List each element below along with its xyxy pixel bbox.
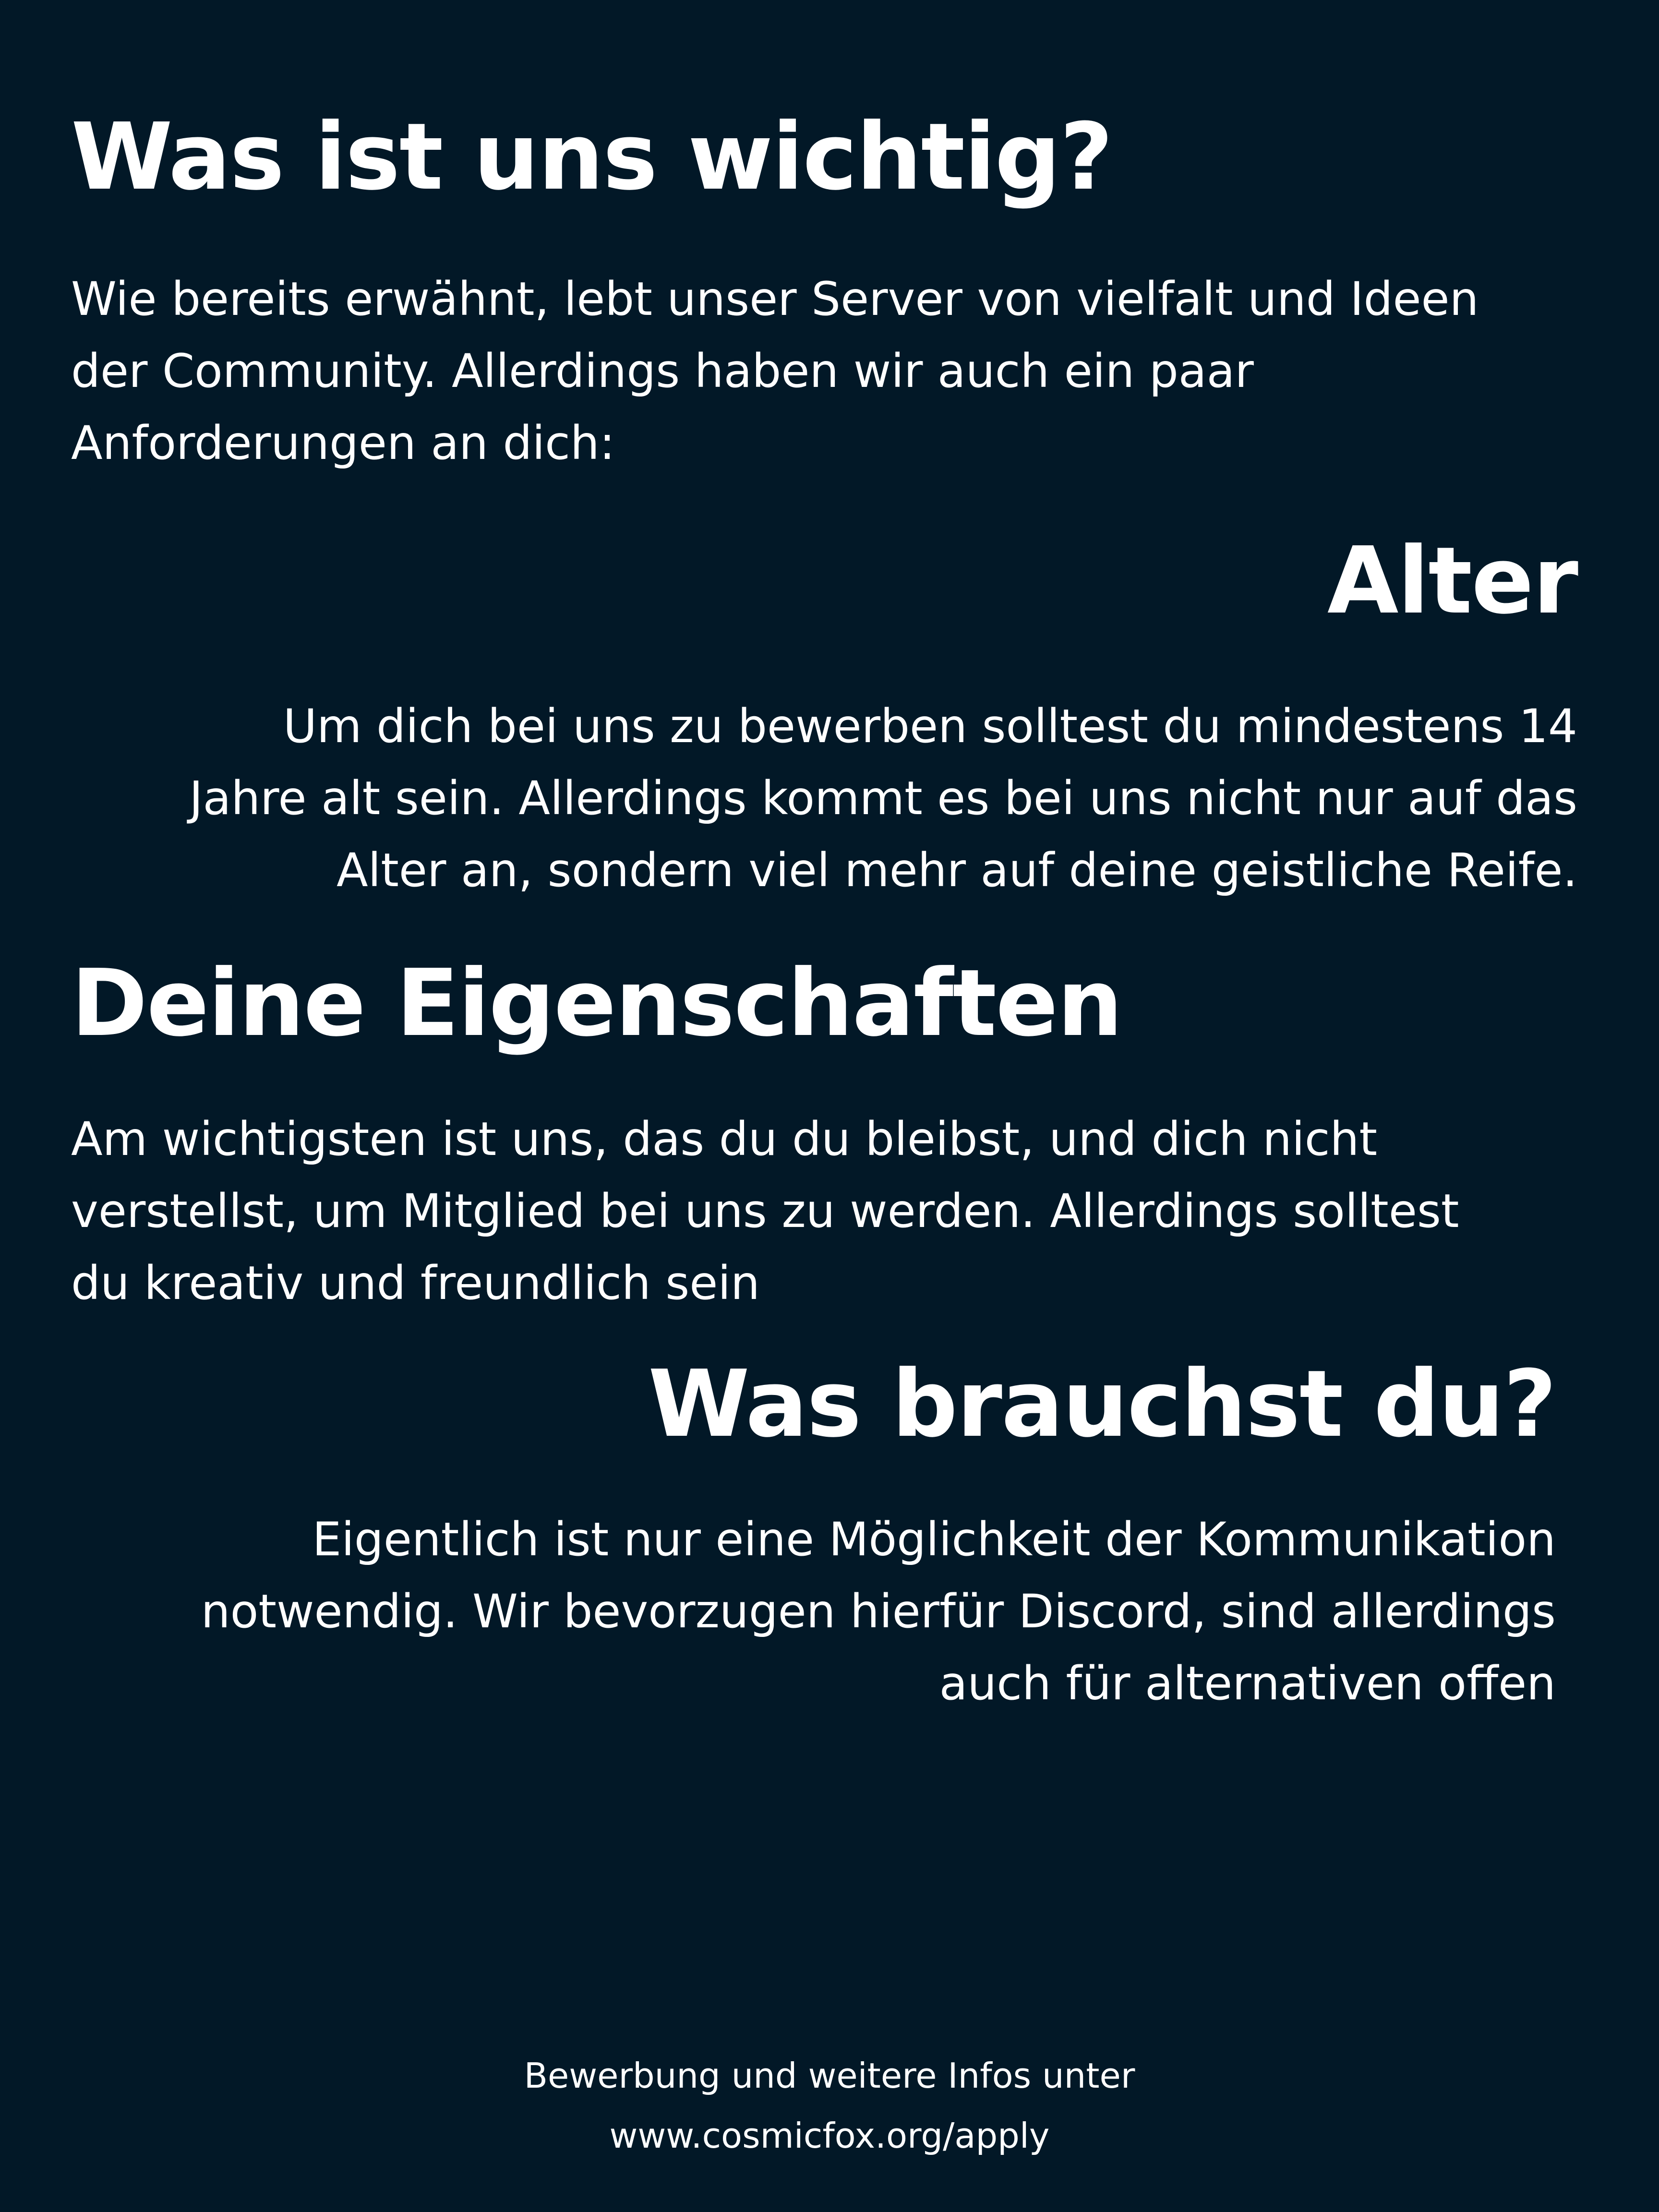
intro-paragraph <box>71 263 1479 479</box>
footer-caption: Bewerbung und weitere Infos unter <box>524 2056 1135 2096</box>
paragraph-line: Jahre alt sein. Allerdings kommt es bei uns nicht nur auf das <box>189 771 1577 825</box>
heading-was-ist-uns-wichtig: Was ist uns wichtig? <box>71 104 1112 211</box>
paragraph-line: der Community. Allerdings haben wir auch ein paar <box>71 344 1254 398</box>
brauchst-paragraph <box>201 1503 1556 1719</box>
paragraph-line: Eigentlich ist nur eine Möglichkeit der Kommunikation <box>312 1513 1556 1566</box>
paragraph-line: Am wichtigsten ist uns, das du du bleibst, und dich nicht <box>71 1112 1377 1166</box>
paragraph-line: Wie bereits erwähnt, lebt unser Server von vielfalt und Ideen <box>71 272 1479 326</box>
paragraph-line: auch für alternativen offen <box>939 1657 1556 1710</box>
footer <box>0 2046 1659 2166</box>
heading-deine-eigenschaften: Deine Eigenschaften <box>71 950 1122 1057</box>
paragraph-line: Um dich bei uns zu bewerben solltest du mindestens 14 <box>283 699 1577 753</box>
paragraph-line: Alter an, sondern viel mehr auf deine geistliche Reife. <box>336 843 1577 897</box>
eigenschaften-paragraph <box>71 1103 1459 1319</box>
heading-was-brauchst-du: Was brauchst du? <box>648 1351 1556 1458</box>
footer-url: www.cosmicfox.org/apply <box>609 2116 1050 2156</box>
heading-alter: Alter <box>1327 528 1577 635</box>
paragraph-line: notwendig. Wir bevorzugen hierfür Discord, sind allerdings <box>201 1585 1556 1638</box>
paragraph-line: du kreativ und freundlich sein <box>71 1256 760 1310</box>
paragraph-line: verstellst, um Mitglied bei uns zu werden. Allerdings solltest <box>71 1184 1459 1238</box>
alter-paragraph <box>189 690 1577 906</box>
paragraph-line: Anforderungen an dich: <box>71 416 615 470</box>
